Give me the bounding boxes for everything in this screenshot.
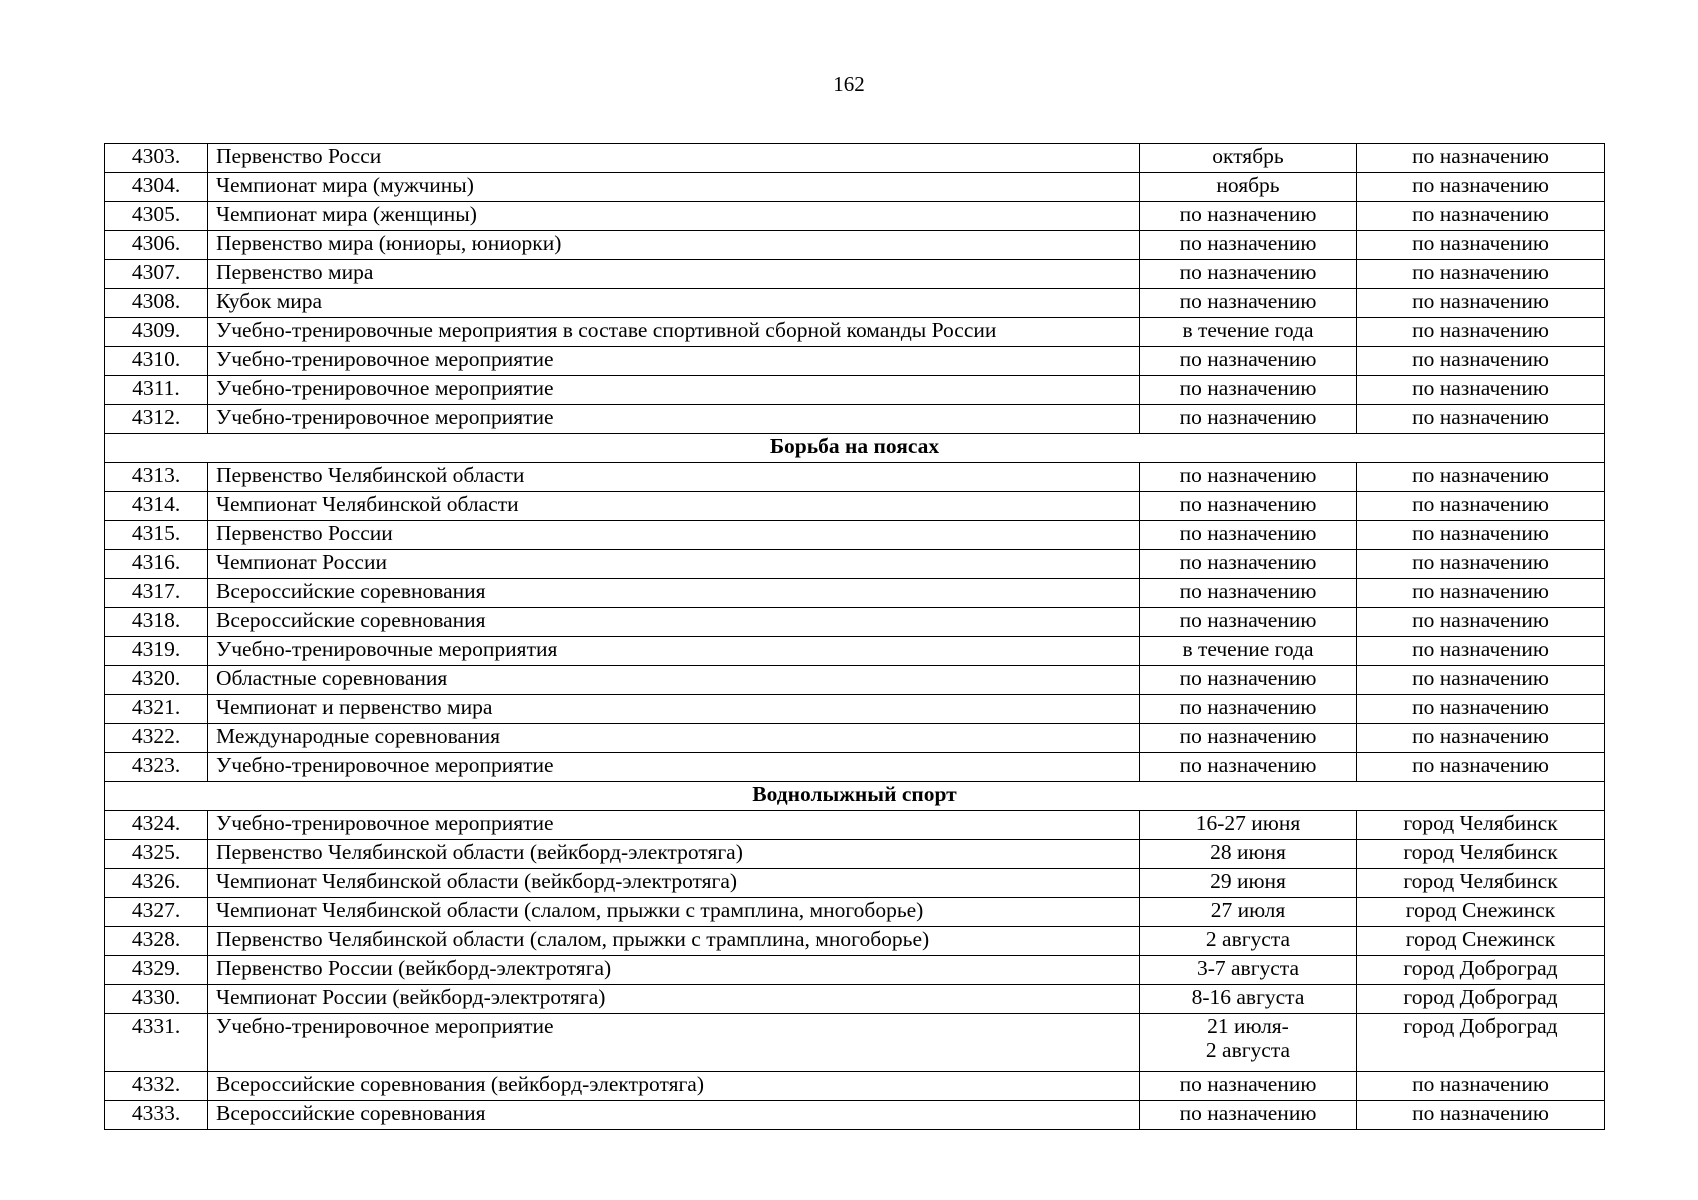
event-place-cell: по назначению (1357, 695, 1605, 724)
event-date-cell: в течение года (1140, 318, 1357, 347)
event-date-cell: по назначению (1140, 347, 1357, 376)
event-date-cell: в течение года (1140, 637, 1357, 666)
event-date-cell: 21 июля- 2 августа (1140, 1014, 1357, 1072)
row-number-cell: 4307. (105, 260, 208, 289)
row-number-cell: 4324. (105, 811, 208, 840)
table-row (105, 753, 1605, 782)
event-date-cell: по назначению (1140, 405, 1357, 434)
event-date-cell: по назначению (1140, 550, 1357, 579)
event-place-cell: по назначению (1357, 202, 1605, 231)
event-place-cell: по назначению (1357, 231, 1605, 260)
row-number-cell: 4333. (105, 1101, 208, 1130)
row-number-cell: 4304. (105, 173, 208, 202)
table-row (105, 1072, 1605, 1101)
event-place-cell: по назначению (1357, 753, 1605, 782)
event-date-cell: по назначению (1140, 724, 1357, 753)
event-place-cell: город Доброград (1357, 985, 1605, 1014)
event-place-cell: город Челябинск (1357, 811, 1605, 840)
event-date-cell: по назначению (1140, 492, 1357, 521)
event-date-cell: по назначению (1140, 289, 1357, 318)
event-place-cell: по назначению (1357, 521, 1605, 550)
event-name-cell: Чемпионат России (208, 550, 1140, 579)
event-name-cell: Всероссийские соревнования (208, 1101, 1140, 1130)
event-place-cell: город Доброград (1357, 956, 1605, 985)
event-name-cell: Чемпионат мира (мужчины) (208, 173, 1140, 202)
event-place-cell: город Доброград (1357, 1014, 1605, 1072)
table-row (105, 289, 1605, 318)
row-number-cell: 4319. (105, 637, 208, 666)
event-name-cell: Первенство России (вейкборд-электротяга) (208, 956, 1140, 985)
row-number-cell: 4322. (105, 724, 208, 753)
event-place-cell: по назначению (1357, 318, 1605, 347)
event-name-cell: Чемпионат Челябинской области (вейкборд-электротяга) (208, 869, 1140, 898)
row-number-cell: 4321. (105, 695, 208, 724)
section-title: Воднолыжный спорт (105, 782, 1605, 811)
event-place-cell: по назначению (1357, 463, 1605, 492)
event-name-cell: Чемпионат мира (женщины) (208, 202, 1140, 231)
table-row (105, 927, 1605, 956)
event-name-cell: Международные соревнования (208, 724, 1140, 753)
event-name-cell: Учебно-тренировочное мероприятие (208, 1014, 1140, 1072)
table-row (105, 347, 1605, 376)
row-number-cell: 4330. (105, 985, 208, 1014)
event-name-cell: Чемпионат и первенство мира (208, 695, 1140, 724)
row-number-cell: 4308. (105, 289, 208, 318)
row-number-cell: 4320. (105, 666, 208, 695)
event-name-cell: Областные соревнования (208, 666, 1140, 695)
page-number: 162 (833, 72, 865, 96)
table-row (105, 1101, 1605, 1130)
event-name-cell: Первенство мира (юниоры, юниорки) (208, 231, 1140, 260)
event-place-cell: по назначению (1357, 376, 1605, 405)
event-name-cell: Первенство мира (208, 260, 1140, 289)
event-place-cell: по назначению (1357, 347, 1605, 376)
event-place-cell: город Снежинск (1357, 898, 1605, 927)
event-place-cell: по назначению (1357, 1072, 1605, 1101)
table-row (105, 666, 1605, 695)
table-row (105, 405, 1605, 434)
row-number-cell: 4315. (105, 521, 208, 550)
event-place-cell: по назначению (1357, 550, 1605, 579)
event-name-cell: Первенство Челябинской области (слалом, прыжки с трамплина, многоборье) (208, 927, 1140, 956)
event-date-cell: по назначению (1140, 202, 1357, 231)
table-row (105, 724, 1605, 753)
event-name-cell: Учебно-тренировочное мероприятие (208, 753, 1140, 782)
row-number-cell: 4314. (105, 492, 208, 521)
table-row (105, 260, 1605, 289)
table-row (105, 376, 1605, 405)
event-date-cell: по назначению (1140, 521, 1357, 550)
row-number-cell: 4311. (105, 376, 208, 405)
table-row (105, 811, 1605, 840)
row-number-cell: 4306. (105, 231, 208, 260)
event-date-cell: по назначению (1140, 753, 1357, 782)
event-date-cell: 8-16 августа (1140, 985, 1357, 1014)
event-place-cell: по назначению (1357, 289, 1605, 318)
row-number-cell: 4312. (105, 405, 208, 434)
table-row (105, 318, 1605, 347)
row-number-cell: 4328. (105, 927, 208, 956)
event-name-cell: Учебно-тренировочные мероприятия в составе спортивной сборной команды России (208, 318, 1140, 347)
table-row (105, 492, 1605, 521)
event-date-cell: по назначению (1140, 608, 1357, 637)
event-date-cell: 28 июня (1140, 840, 1357, 869)
table-row (105, 608, 1605, 637)
row-number-cell: 4303. (105, 144, 208, 173)
section-header-row (105, 434, 1605, 463)
event-name-cell: Первенство России (208, 521, 1140, 550)
table-row (105, 956, 1605, 985)
row-number-cell: 4326. (105, 869, 208, 898)
table-row (105, 898, 1605, 927)
row-number-cell: 4327. (105, 898, 208, 927)
row-number-cell: 4317. (105, 579, 208, 608)
table-row (105, 695, 1605, 724)
row-number-cell: 4318. (105, 608, 208, 637)
table-row (105, 840, 1605, 869)
event-place-cell: по назначению (1357, 173, 1605, 202)
row-number-cell: 4316. (105, 550, 208, 579)
table-row (105, 231, 1605, 260)
event-date-cell: по назначению (1140, 463, 1357, 492)
section-title: Борьба на поясах (105, 434, 1605, 463)
events-table (104, 143, 1605, 1130)
table-row (105, 550, 1605, 579)
event-date-cell: 16-27 июня (1140, 811, 1357, 840)
event-place-cell: по назначению (1357, 637, 1605, 666)
event-date-cell: по назначению (1140, 260, 1357, 289)
event-place-cell: по назначению (1357, 579, 1605, 608)
event-date-cell: по назначению (1140, 1101, 1357, 1130)
row-number-cell: 4329. (105, 956, 208, 985)
event-place-cell: по назначению (1357, 666, 1605, 695)
table-row (105, 521, 1605, 550)
event-date-cell: 2 августа (1140, 927, 1357, 956)
event-place-cell: по назначению (1357, 724, 1605, 753)
event-date-cell: 27 июля (1140, 898, 1357, 927)
event-place-cell: по назначению (1357, 405, 1605, 434)
event-name-cell: Первенство Росси (208, 144, 1140, 173)
event-place-cell: по назначению (1357, 608, 1605, 637)
row-number-cell: 4313. (105, 463, 208, 492)
row-number-cell: 4332. (105, 1072, 208, 1101)
row-number-cell: 4310. (105, 347, 208, 376)
event-name-cell: Всероссийские соревнования (208, 579, 1140, 608)
event-name-cell: Учебно-тренировочное мероприятие (208, 405, 1140, 434)
event-place-cell: по назначению (1357, 492, 1605, 521)
table-row (105, 1014, 1605, 1072)
event-name-cell: Учебно-тренировочное мероприятие (208, 376, 1140, 405)
row-number-cell: 4309. (105, 318, 208, 347)
event-date-cell: по назначению (1140, 231, 1357, 260)
event-place-cell: город Челябинск (1357, 869, 1605, 898)
event-date-cell: ноябрь (1140, 173, 1357, 202)
row-number-cell: 4305. (105, 202, 208, 231)
row-number-cell: 4325. (105, 840, 208, 869)
event-date-cell: октябрь (1140, 144, 1357, 173)
table-row (105, 637, 1605, 666)
table-row (105, 173, 1605, 202)
event-place-cell: по назначению (1357, 260, 1605, 289)
event-name-cell: Всероссийские соревнования (208, 608, 1140, 637)
event-place-cell: по назначению (1357, 1101, 1605, 1130)
event-name-cell: Чемпионат России (вейкборд-электротяга) (208, 985, 1140, 1014)
event-date-cell: по назначению (1140, 579, 1357, 608)
section-header-row (105, 782, 1605, 811)
event-place-cell: город Челябинск (1357, 840, 1605, 869)
event-date-cell: по назначению (1140, 695, 1357, 724)
event-date-cell: 3-7 августа (1140, 956, 1357, 985)
event-date-cell: 29 июня (1140, 869, 1357, 898)
event-place-cell: по назначению (1357, 144, 1605, 173)
event-name-cell: Чемпионат Челябинской области (слалом, прыжки с трамплина, многоборье) (208, 898, 1140, 927)
table-row (105, 463, 1605, 492)
event-name-cell: Учебно-тренировочное мероприятие (208, 347, 1140, 376)
events-table-body (105, 144, 1605, 1130)
event-name-cell: Кубок мира (208, 289, 1140, 318)
event-place-cell: город Снежинск (1357, 927, 1605, 956)
table-row (105, 985, 1605, 1014)
event-name-cell: Чемпионат Челябинской области (208, 492, 1140, 521)
event-name-cell: Первенство Челябинской области (208, 463, 1140, 492)
event-name-cell: Всероссийские соревнования (вейкборд-электротяга) (208, 1072, 1140, 1101)
event-name-cell: Учебно-тренировочное мероприятие (208, 811, 1140, 840)
table-row (105, 144, 1605, 173)
table-row (105, 579, 1605, 608)
event-name-cell: Учебно-тренировочные мероприятия (208, 637, 1140, 666)
event-date-cell: по назначению (1140, 666, 1357, 695)
row-number-cell: 4323. (105, 753, 208, 782)
event-name-cell: Первенство Челябинской области (вейкборд-электротяга) (208, 840, 1140, 869)
row-number-cell: 4331. (105, 1014, 208, 1072)
event-date-cell: по назначению (1140, 376, 1357, 405)
table-row (105, 869, 1605, 898)
event-date-cell: по назначению (1140, 1072, 1357, 1101)
table-row (105, 202, 1605, 231)
